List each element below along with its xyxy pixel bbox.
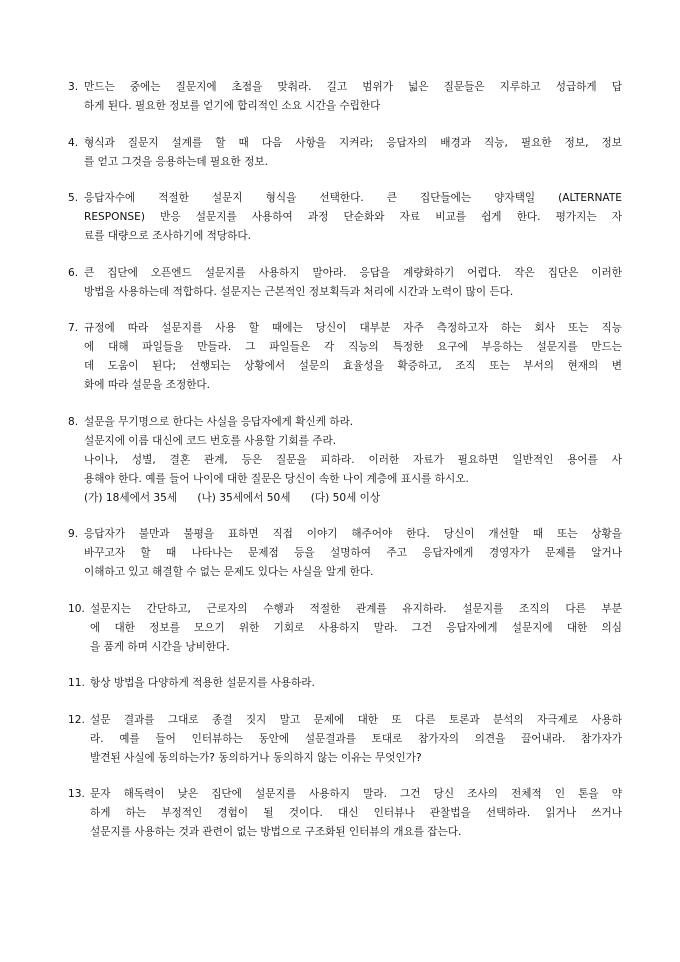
list-item-12 [68, 711, 622, 768]
item-line: 설문 결과를 그대로 종결 짓지 말고 문제에 대한 또 다른 토론과 분석의 자극제로 사용하 [90, 713, 622, 726]
age-option: (나) 35세에서 50세 [197, 491, 291, 504]
item-line: 규정에 따라 설문지를 사용 할 때에는 당신이 대부분 자주 측정하고자 하는 회사 또는 직능 [84, 322, 622, 334]
item-line: 라. 예를 들어 인터뷰하는 동안에 설문결과를 토대로 참가자의 의견을 끌어내라. 참가자가 [90, 732, 622, 745]
item-line: 문자 해독력이 낮은 집단에 설문지를 사용하지 말라. 그건 당신 조사의 전체적 인 톤을 약 [90, 788, 622, 800]
item-line: 만드는 중에는 질문지에 초점을 맞춰라. 길고 범위가 넓은 질문들은 지루하고 성급하게 답 [84, 81, 622, 93]
item-number: 11. [68, 677, 85, 689]
item-line: 응답자가 불만과 불평을 표하면 직접 이야기 해주어야 한다. 당신이 개선할 때 또는 상황을 [84, 528, 622, 540]
item-line: 큰 집단에 오픈엔드 설문지를 사용하지 말아라. 응답을 계량화하기 어렵다. 작은 집단은 이러한 [84, 266, 622, 279]
item-number: 6. [68, 266, 79, 279]
item-line: 설문지를 사용하는 것과 관련이 없는 방법으로 구조화된 인터뷰의 개요를 잡는다. [90, 826, 462, 838]
item-line: 하게 하는 부정적인 경험이 될 것이다. 대신 인터뷰나 관찰법을 선택하라. 읽거나 쓰거나 [90, 807, 622, 819]
list-item-10 [68, 600, 622, 657]
item-number: 4. [68, 136, 79, 149]
list-item-3 [68, 78, 622, 116]
item-number: 10. [68, 602, 85, 615]
item-line: 하게 된다. 필요한 정보를 얻기에 합리적인 소요 시간을 수립한다 [84, 100, 381, 112]
item-line: 형식과 질문지 설계를 할 때 다음 사항을 지켜라; 응답자의 배경과 직능, 필요한 정보, 정보 [84, 136, 622, 149]
item-line: 에 대한 정보를 모으기 위한 기회로 사용하지 말라. 그건 응답자에게 설문지에 대한 의심 [90, 621, 622, 634]
age-option: (가) 18세에서 35세 [84, 491, 178, 504]
item-number: 3. [68, 81, 79, 93]
item-line: 설문을 무기명으로 한다는 사실을 응답자에게 확신케 하라. [84, 415, 354, 428]
item-line: 료를 대량으로 조사하기에 적당하다. [84, 230, 251, 242]
item-number: 8. [68, 415, 79, 428]
item-line: 바꾸고자 할 때 나타나는 문제점 등을 설명하여 주고 응답자에게 경영자가 문제를 알거나 [84, 547, 622, 559]
item-line: 을 품게 하며 시간을 낭비한다. [90, 640, 230, 653]
item-line: 용해야 한다. 예를 들어 나이에 대한 질문은 당신이 속한 나이 계층에 표시를 하시오. [84, 472, 469, 485]
item-number: 7. [68, 322, 79, 334]
age-options [84, 489, 622, 508]
item-number: 12. [68, 713, 85, 726]
item-line: 발견된 사실에 동의하는가? 동의하거나 동의하지 않는 이유는 무엇인가? [90, 751, 422, 764]
list-item-7 [68, 319, 622, 395]
item-number: 5. [68, 192, 79, 204]
item-line: 를 얻고 그것을 응용하는데 필요한 정보. [84, 155, 268, 168]
list-item-5 [68, 189, 622, 246]
item-line: 에 대해 파일들을 만들라. 그 파일들은 각 직능의 특정한 요구에 부응하는 설문지를 만드는 [84, 341, 622, 353]
list-item-6 [68, 264, 622, 302]
item-line: RESPONSE) 반응 설문지를 사용하여 과정 단순화와 자료 비교를 쉽게 한다. 평가지는 자 [84, 211, 622, 223]
item-line: 나이나, 성별, 결혼 관계, 등은 질문을 피하라. 이러한 자료가 필요하면 일반적인 용어를 사 [84, 453, 622, 466]
item-number: 9. [68, 528, 79, 540]
item-number: 13. [68, 788, 85, 800]
list-item-8 [68, 413, 622, 508]
item-line: 이해하고 있고 해결할 수 없는 문제도 있다는 사실을 알게 한다. [84, 566, 374, 578]
item-line: 데 도움이 된다; 선행되는 상황에서 설문의 효율성을 확증하고, 조직 또는 부서의 현재의 변 [84, 360, 622, 372]
item-line: 설문지는 간단하고, 근로자의 수행과 적절한 관계를 유지하라. 설문지를 조직의 다른 부분 [90, 602, 622, 615]
item-line: 화에 따라 설문을 조정한다. [84, 379, 211, 391]
list-item-4 [68, 134, 622, 172]
item-line: 설문지에 이름 대신에 코드 번호를 사용할 기회를 주라. [84, 434, 337, 447]
item-line: 응답자수에 적절한 설문지 형식을 선택한다. 큰 집단들에는 양자택일 (ALTERNATE [84, 192, 622, 204]
list-item-11 [68, 674, 622, 693]
item-line: 방법을 사용하는데 적합하다. 설문지는 근본적인 정보획득과 처리에 시간과 노력이 많이 든다. [84, 285, 514, 298]
age-option: (다) 50세 이상 [310, 491, 381, 504]
list-item-13 [68, 785, 622, 842]
list-item-9 [68, 525, 622, 582]
item-line: 항상 방법을 다양하게 적용한 설문지를 사용하라. [90, 677, 315, 689]
